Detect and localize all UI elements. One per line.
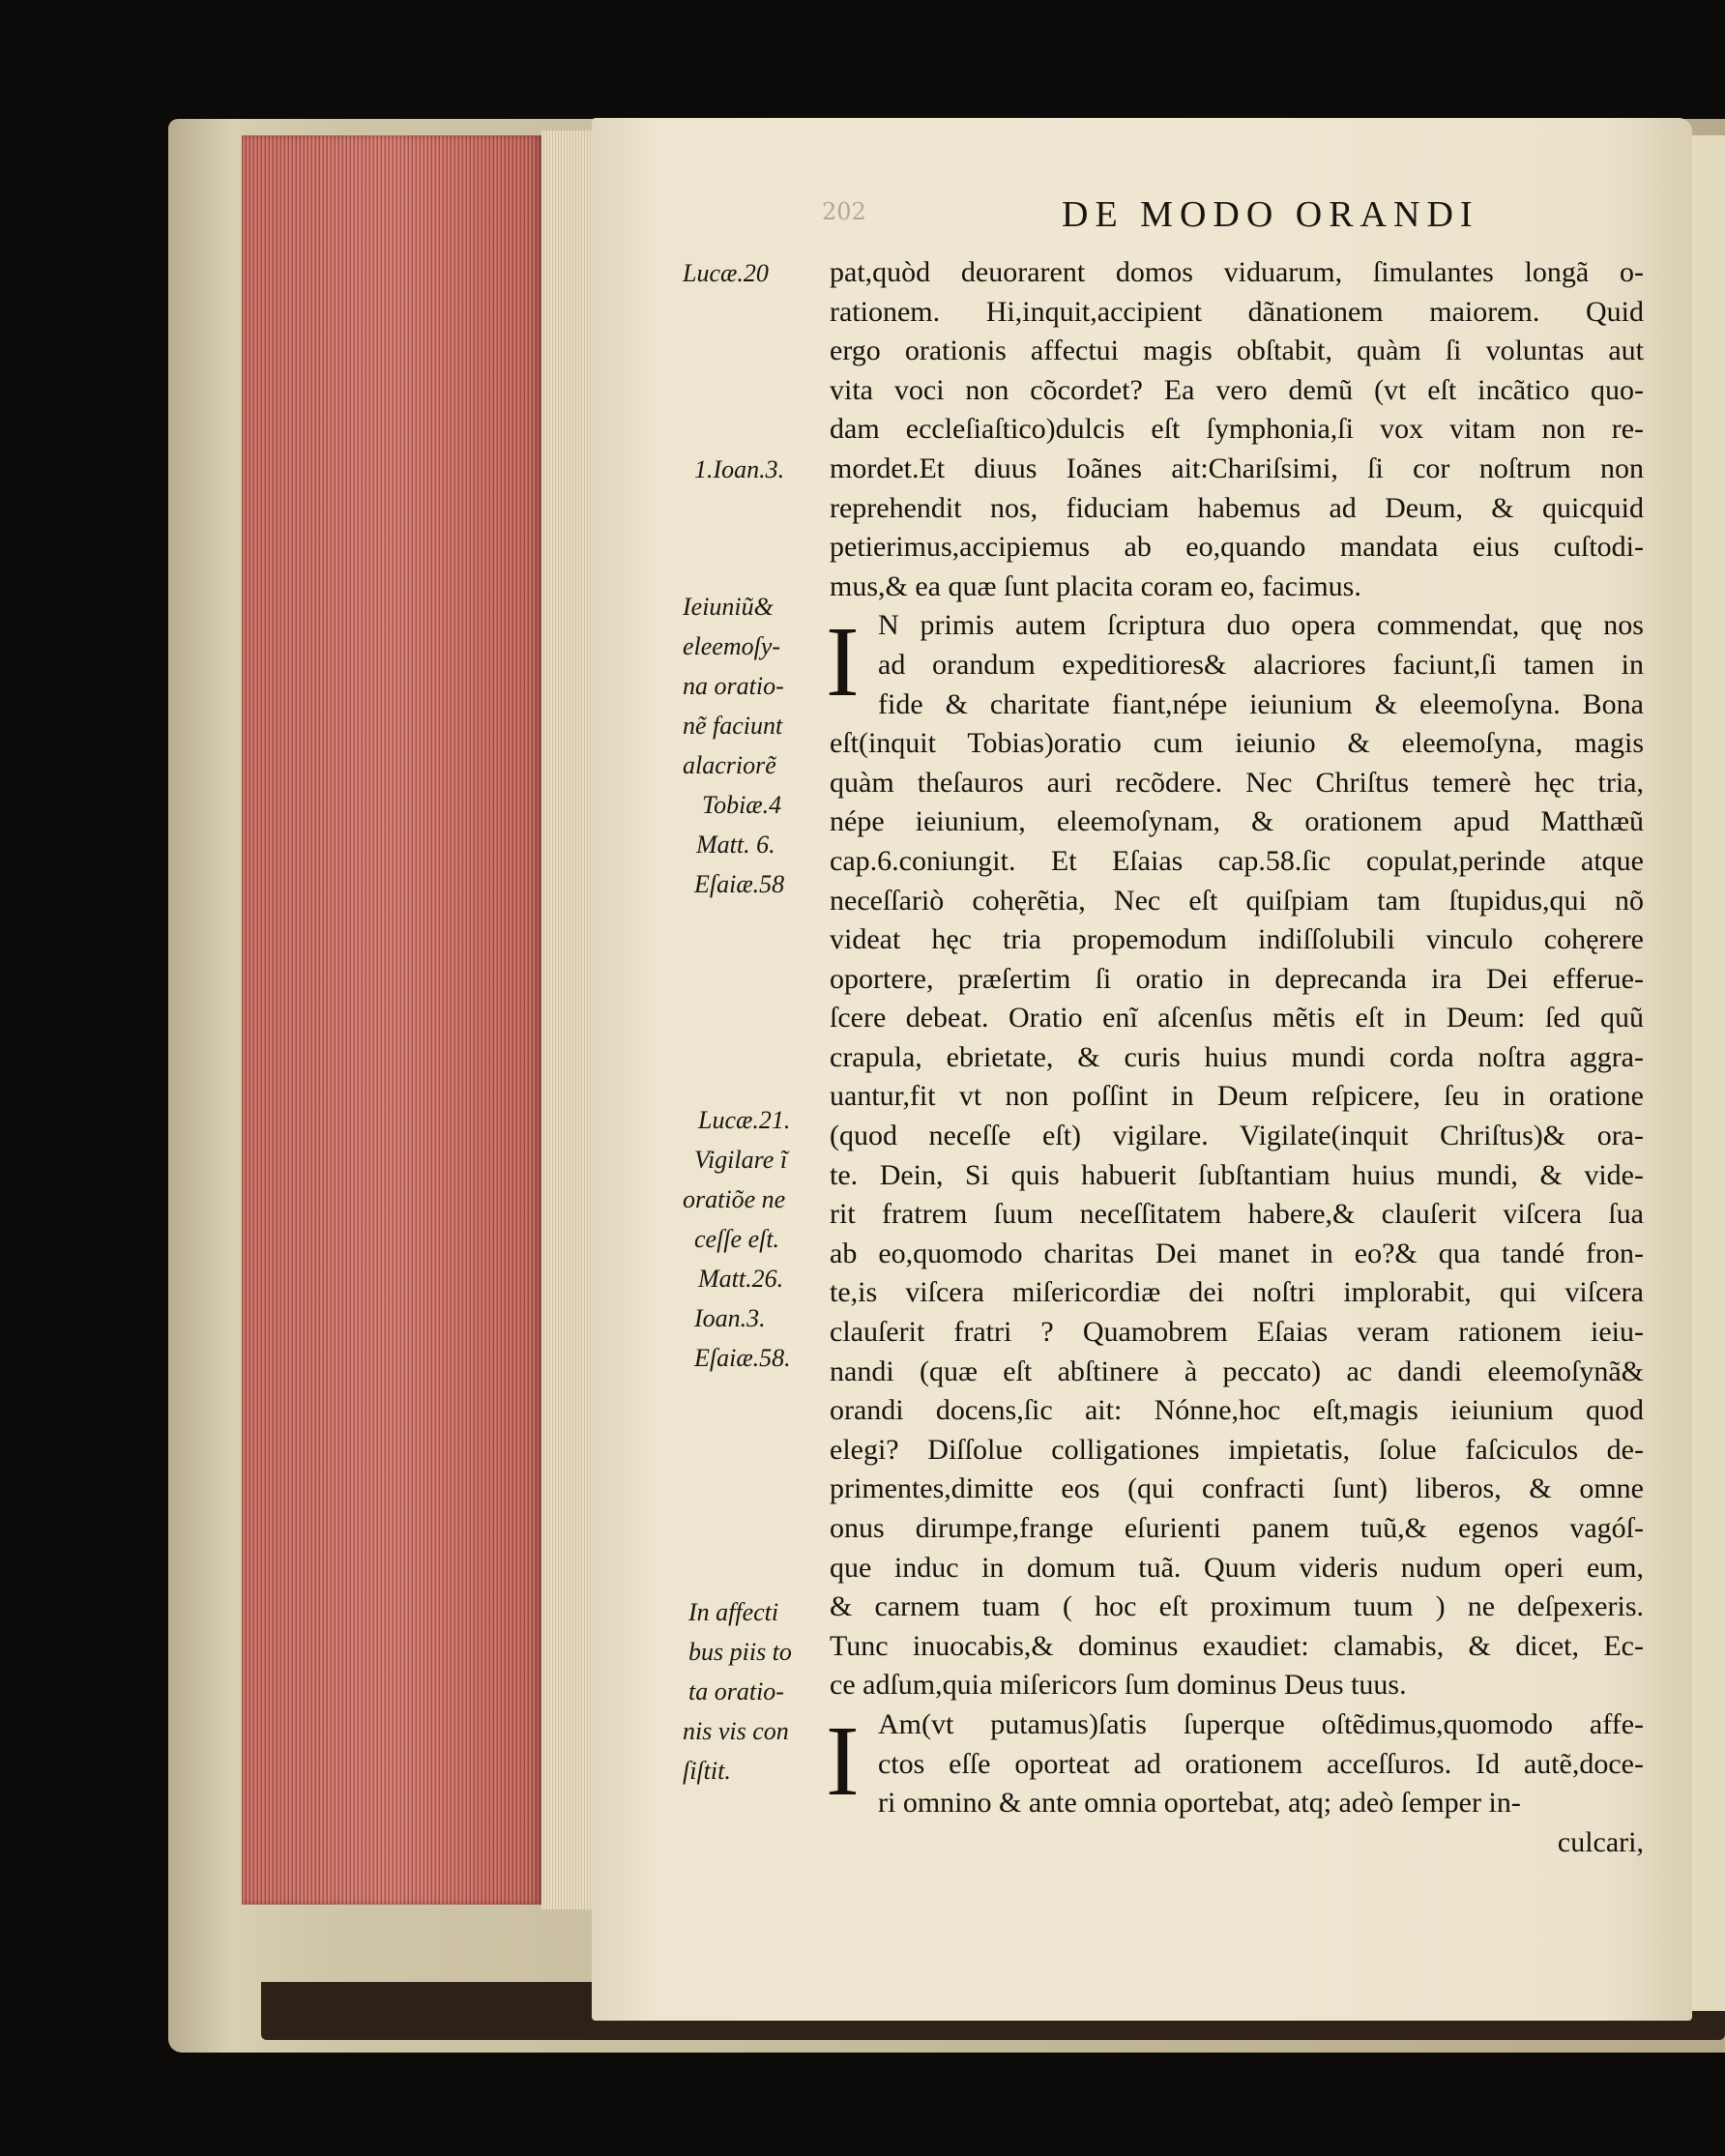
text-line: crapula, ebrietate, & curis huius mundi corda noſtra aggra- bbox=[830, 1040, 1644, 1073]
text-line: mordet.Et diuus Ioãnes ait:Chariſsimi, ſi cor noſtrum non bbox=[830, 452, 1644, 484]
text-line: ſcere debeat. Oratio enĩ aſcenſus mẽtis eſt in Deum: ſed quũ bbox=[830, 1002, 1644, 1034]
text-line: te,is viſcera miſericordiæ dei noſtri implorabit, qui viſcera bbox=[830, 1276, 1644, 1309]
text-line: quàm theſauros auri recõdere. Nec Chriſtus temerè hęc tria, bbox=[830, 766, 1644, 799]
text-line: Tunc inuocabis,& dominus exaudiet: clamabis, & dicet, Ec- bbox=[830, 1629, 1644, 1662]
paragraph bbox=[826, 1704, 1644, 1823]
page-fore-edges-cream bbox=[541, 131, 599, 1909]
text-line: eſt(inquit Tobias)oratio cum ieiunio & eleemoſyna, magis bbox=[830, 727, 1644, 760]
running-head: DE MODO ORANDI bbox=[1062, 194, 1479, 235]
text-line: te. Dein, Si quis habuerit ſubſtantiam huius mundi, & vide- bbox=[830, 1158, 1644, 1191]
text-line: que induc in domum tuã. Quum videris nudum operi eum, bbox=[830, 1551, 1644, 1584]
text-line: vita voci non cõcordet? Ea vero demũ (vt eſt incãtico quo- bbox=[830, 373, 1644, 406]
text-line: (quod neceſſe eſt) vigilare. Vigilate(inquit Chriſtus)& ora- bbox=[830, 1120, 1644, 1152]
margin-note: eleemoſy- bbox=[683, 632, 781, 660]
text-line: neceſſariò cohęrẽtia, Nec eſt quiſpiam tam ſtupidus,qui nõ bbox=[830, 884, 1644, 917]
margin-note: Vigilare ĩ bbox=[694, 1146, 788, 1174]
text-line: dam eccleſiaſtico)dulcis eſt ſymphonia,ſi vox vitam non re- bbox=[830, 413, 1644, 446]
text-line: nandi (quæ eſt abſtinere à peccato) ac dandi eleemoſynã& bbox=[830, 1355, 1644, 1387]
text-line: & carnem tuam ( hoc eſt proximum tuum ) ne deſpexeris. bbox=[830, 1590, 1644, 1623]
margin-note: bus piis to bbox=[688, 1638, 792, 1666]
margin-note: oratiõe ne bbox=[683, 1185, 786, 1213]
text-line: videat hęc tria propemodum indiſſolubili vinculo cohęrere bbox=[830, 923, 1644, 956]
margin-note: ta oratio- bbox=[688, 1677, 784, 1705]
text-line: uantur,fit vt non poſſint in Deum reſpicere, ſeu in oratione bbox=[830, 1080, 1644, 1113]
text-line: ad orandum expeditiores& alacriores faciunt,ſi tamen in bbox=[878, 648, 1644, 681]
margin-note: Lucæ.21. bbox=[698, 1106, 791, 1134]
text-line: fide & charitate fiant,népe ieiunium & eleemoſyna. Bona bbox=[878, 687, 1644, 720]
drop-capital: I bbox=[826, 606, 860, 718]
text-line: népe ieiunium, eleemoſynam, & orationem apud Matthæũ bbox=[830, 805, 1644, 838]
paragraph bbox=[826, 606, 1644, 1705]
margin-note: Lucæ.20 bbox=[683, 259, 769, 287]
text-line: ce adſum,quia miſericors ſum dominus Deus tuus. bbox=[830, 1669, 1407, 1702]
margin-note: na oratio- bbox=[683, 672, 784, 700]
margin-note: Ieiuniũ& bbox=[683, 593, 774, 621]
text-line: reprehendit nos, fiduciam habemus ad Deum, & quicquid bbox=[830, 491, 1644, 524]
margin-note: Tobiæ.4 bbox=[702, 791, 782, 819]
text-line: cap.6.coniungit. Et Eſaias cap.58.ſic copulat,perinde atque bbox=[830, 844, 1644, 877]
text-line: clauſerit fratri ? Quamobrem Eſaias veram rationem ieiu- bbox=[830, 1316, 1644, 1349]
margin-note: ſiſtit. bbox=[683, 1757, 731, 1785]
text-line: petierimus,accipiemus ab eo,quando mandata eius cuſtodi- bbox=[830, 531, 1644, 564]
margin-note: ceſſe eſt. bbox=[694, 1225, 780, 1253]
text-line: orandi docens,ſic ait: Nónne,hoc eſt,magis ieiunium quod bbox=[830, 1394, 1644, 1427]
text-line: Am(vt putamus)ſatis ſuperque oſtẽdimus,quomodo affe- bbox=[878, 1707, 1644, 1740]
margin-note: Eſaiæ.58 bbox=[694, 870, 785, 898]
margin-note: nẽ faciunt bbox=[683, 712, 783, 740]
text-line: mus,& ea quæ ſunt placita coram eo, facimus. bbox=[830, 569, 1361, 602]
text-line: rit fratrem ſuum neceſſitatem habere,& clauſerit viſcera ſua bbox=[830, 1198, 1644, 1231]
text-line: primentes,dimitte eos (qui confracti ſunt) liberos, & omne bbox=[830, 1472, 1644, 1505]
text-line: ergo orationis affectui magis obſtabit, quàm ſi voluntas aut bbox=[830, 335, 1644, 367]
paragraph bbox=[830, 253, 1644, 606]
text-line: ri omnino & ante omnia oportebat, atq; adeò ſemper in- bbox=[878, 1787, 1521, 1820]
folio-number: 202 bbox=[822, 198, 866, 225]
body-text bbox=[826, 253, 1644, 1862]
margin-note: alacriorẽ bbox=[683, 751, 776, 779]
text-line: ab eo,quomodo charitas Dei manet in eo?& qua tandé fron- bbox=[830, 1237, 1644, 1269]
text-line: ctos eſſe oporteat ad orationem acceſſuros. Id autẽ,doce- bbox=[878, 1747, 1644, 1780]
margin-note: nis vis con bbox=[683, 1717, 789, 1745]
text-line: pat,quòd deuorarent domos viduarum, ſimulantes longã o- bbox=[830, 256, 1644, 288]
text-line: onus dirumpe,frange eſurienti panem tuũ,& egenos vagóſ- bbox=[830, 1512, 1644, 1544]
drop-capital: I bbox=[826, 1704, 860, 1817]
margin-note: Eſaiæ.58. bbox=[694, 1344, 791, 1372]
page-fore-edges-red bbox=[242, 135, 541, 1905]
catchword: culcari, bbox=[1557, 1825, 1644, 1858]
text-line: oportere, præſertim ſi oratio in deprecanda ira Dei efferue- bbox=[830, 962, 1644, 995]
margin-note: In affecti bbox=[688, 1598, 779, 1626]
margin-note: Matt.26. bbox=[698, 1265, 784, 1293]
text-line: N primis autem ſcriptura duo opera commendat, quę nos bbox=[878, 609, 1644, 642]
text-line: elegi? Diſſolue colligationes impietatis, ſolue faſciculos de- bbox=[830, 1433, 1644, 1466]
margin-note: 1.Ioan.3. bbox=[694, 455, 785, 483]
margin-note: Matt. 6. bbox=[696, 830, 775, 859]
margin-note: Ioan.3. bbox=[694, 1304, 766, 1332]
text-line: rationem. Hi,inquit,accipient dãnationem maiorem. Quid bbox=[830, 295, 1644, 328]
